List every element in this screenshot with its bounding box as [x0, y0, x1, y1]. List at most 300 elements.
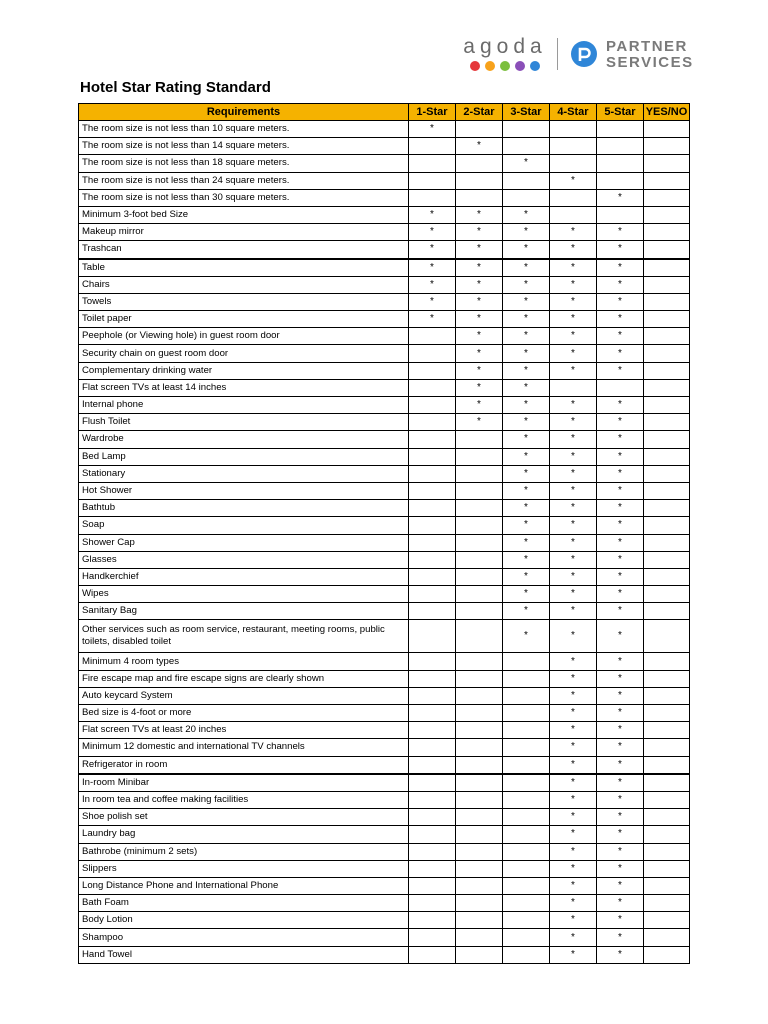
star-cell: *: [550, 276, 597, 293]
star-cell: *: [550, 414, 597, 431]
star-cell: [456, 929, 503, 946]
star-cell: [409, 774, 456, 792]
star-cell: *: [597, 482, 644, 499]
yes-no-cell[interactable]: [644, 189, 690, 206]
star-cell: *: [597, 517, 644, 534]
column-header: YES/NO: [644, 104, 690, 121]
star-cell: [456, 121, 503, 138]
star-cell: [409, 534, 456, 551]
star-cell: *: [550, 534, 597, 551]
yes-no-cell[interactable]: [644, 465, 690, 482]
requirement-cell: Glasses: [79, 551, 409, 568]
requirement-cell: Auto keycard System: [79, 687, 409, 704]
star-cell: [409, 414, 456, 431]
star-cell: *: [550, 895, 597, 912]
star-cell: *: [597, 653, 644, 670]
star-cell: *: [597, 534, 644, 551]
star-cell: [456, 517, 503, 534]
star-cell: *: [550, 293, 597, 310]
yes-no-cell[interactable]: [644, 500, 690, 517]
star-cell: *: [503, 328, 550, 345]
yes-no-cell[interactable]: [644, 138, 690, 155]
yes-no-cell[interactable]: [644, 877, 690, 894]
yes-no-cell[interactable]: [644, 912, 690, 929]
star-cell: *: [597, 843, 644, 860]
table-row: [79, 206, 690, 223]
yes-no-cell[interactable]: [644, 603, 690, 620]
star-cell: *: [597, 465, 644, 482]
yes-no-cell[interactable]: [644, 414, 690, 431]
table-row: [79, 620, 690, 653]
partner-text: PARTNER: [606, 38, 688, 55]
yes-no-cell[interactable]: [644, 534, 690, 551]
star-cell: *: [550, 705, 597, 722]
requirement-cell: The room size is not less than 14 square meters.: [79, 138, 409, 155]
yes-no-cell[interactable]: [644, 756, 690, 774]
star-cell: *: [550, 843, 597, 860]
star-cell: [456, 431, 503, 448]
column-header: 4-Star: [550, 104, 597, 121]
requirement-cell: Shower Cap: [79, 534, 409, 551]
star-cell: [409, 431, 456, 448]
star-cell: *: [597, 397, 644, 414]
yes-no-cell[interactable]: [644, 259, 690, 277]
star-cell: *: [550, 860, 597, 877]
star-cell: *: [550, 241, 597, 259]
yes-no-cell[interactable]: [644, 397, 690, 414]
star-cell: *: [550, 482, 597, 499]
requirement-cell: Trashcan: [79, 241, 409, 259]
star-cell: *: [550, 756, 597, 774]
yes-no-cell[interactable]: [644, 379, 690, 396]
requirement-cell: Bath Foam: [79, 895, 409, 912]
star-cell: [550, 379, 597, 396]
star-cell: [456, 551, 503, 568]
star-cell: [503, 739, 550, 756]
star-cell: [456, 620, 503, 653]
star-cell: [503, 722, 550, 739]
star-cell: [456, 826, 503, 843]
star-cell: [409, 687, 456, 704]
table-row: [79, 670, 690, 687]
star-cell: [456, 756, 503, 774]
star-cell: [409, 603, 456, 620]
star-cell: *: [503, 362, 550, 379]
star-cell: *: [597, 500, 644, 517]
star-cell: [456, 155, 503, 172]
requirement-cell: Minimum 12 domestic and international TV channels: [79, 739, 409, 756]
star-cell: [409, 826, 456, 843]
yes-no-cell[interactable]: [644, 345, 690, 362]
star-cell: *: [597, 620, 644, 653]
star-cell: [409, 670, 456, 687]
table-row: [79, 586, 690, 603]
yes-no-cell[interactable]: [644, 791, 690, 808]
yes-no-cell[interactable]: [644, 620, 690, 653]
star-cell: *: [597, 739, 644, 756]
star-cell: [409, 397, 456, 414]
star-cell: [503, 138, 550, 155]
star-cell: *: [550, 259, 597, 277]
star-cell: [550, 121, 597, 138]
star-cell: *: [503, 311, 550, 328]
yes-no-cell[interactable]: [644, 946, 690, 963]
star-cell: *: [550, 912, 597, 929]
table-row: [79, 809, 690, 826]
table-row: [79, 895, 690, 912]
requirement-cell: Bed Lamp: [79, 448, 409, 465]
star-cell: [409, 860, 456, 877]
star-cell: *: [597, 895, 644, 912]
requirement-cell: In-room Minibar: [79, 774, 409, 792]
star-cell: *: [503, 465, 550, 482]
table-row: [79, 653, 690, 670]
requirement-cell: Complementary drinking water: [79, 362, 409, 379]
star-cell: *: [550, 345, 597, 362]
star-cell: [409, 345, 456, 362]
star-cell: *: [550, 946, 597, 963]
star-cell: *: [550, 687, 597, 704]
star-cell: *: [456, 362, 503, 379]
star-cell: *: [456, 311, 503, 328]
table-row: [79, 774, 690, 792]
yes-no-cell[interactable]: [644, 687, 690, 704]
table-row: [79, 860, 690, 877]
yes-no-cell[interactable]: [644, 705, 690, 722]
star-cell: *: [550, 603, 597, 620]
yes-no-cell[interactable]: [644, 172, 690, 189]
star-cell: *: [409, 224, 456, 241]
services-text: SERVICES: [606, 54, 694, 71]
star-cell: *: [550, 653, 597, 670]
star-cell: *: [503, 259, 550, 277]
star-cell: *: [550, 929, 597, 946]
yes-no-cell[interactable]: [644, 929, 690, 946]
star-cell: [550, 138, 597, 155]
yes-no-cell[interactable]: [644, 121, 690, 138]
table-row: [79, 121, 690, 138]
requirement-cell: Chairs: [79, 276, 409, 293]
yes-no-cell[interactable]: [644, 293, 690, 310]
table-row: [79, 705, 690, 722]
yes-no-cell[interactable]: [644, 809, 690, 826]
star-cell: *: [550, 774, 597, 792]
star-cell: *: [550, 517, 597, 534]
star-cell: *: [409, 206, 456, 223]
star-cell: *: [503, 414, 550, 431]
requirement-cell: Flush Toilet: [79, 414, 409, 431]
star-cell: [597, 379, 644, 396]
star-cell: [409, 328, 456, 345]
star-cell: *: [597, 929, 644, 946]
star-cell: [597, 121, 644, 138]
star-cell: [409, 138, 456, 155]
star-cell: [409, 172, 456, 189]
star-cell: [597, 172, 644, 189]
star-cell: [409, 620, 456, 653]
star-cell: *: [550, 328, 597, 345]
agoda-dots: [460, 61, 550, 71]
star-cell: *: [597, 293, 644, 310]
star-cell: *: [550, 500, 597, 517]
star-cell: [409, 189, 456, 206]
yes-no-cell[interactable]: [644, 482, 690, 499]
yes-no-cell[interactable]: [644, 568, 690, 585]
table-row: [79, 687, 690, 704]
star-cell: [550, 206, 597, 223]
star-cell: [409, 500, 456, 517]
star-cell: [503, 809, 550, 826]
table-row: [79, 345, 690, 362]
table-row: [79, 756, 690, 774]
star-cell: *: [597, 241, 644, 259]
star-cell: [597, 155, 644, 172]
yes-no-cell[interactable]: [644, 224, 690, 241]
requirement-cell: In room tea and coffee making facilities: [79, 791, 409, 808]
yes-no-cell[interactable]: [644, 739, 690, 756]
star-cell: *: [550, 431, 597, 448]
star-cell: *: [550, 172, 597, 189]
star-cell: *: [456, 206, 503, 223]
star-cell: [503, 826, 550, 843]
star-cell: *: [456, 276, 503, 293]
table-header-row: [79, 104, 690, 121]
requirement-cell: Sanitary Bag: [79, 603, 409, 620]
yes-no-cell[interactable]: [644, 206, 690, 223]
star-cell: [503, 756, 550, 774]
yes-no-cell[interactable]: [644, 586, 690, 603]
yes-no-cell[interactable]: [644, 551, 690, 568]
requirement-cell: Soap: [79, 517, 409, 534]
requirement-cell: Wardrobe: [79, 431, 409, 448]
star-cell: *: [456, 397, 503, 414]
star-cell: *: [503, 241, 550, 259]
star-cell: [409, 809, 456, 826]
yes-no-cell[interactable]: [644, 653, 690, 670]
yes-no-cell[interactable]: [644, 722, 690, 739]
logo-dot: [530, 61, 540, 71]
yes-no-cell[interactable]: [644, 670, 690, 687]
star-cell: *: [597, 362, 644, 379]
requirement-cell: Hot Shower: [79, 482, 409, 499]
star-cell: [456, 500, 503, 517]
star-cell: *: [597, 448, 644, 465]
star-cell: [409, 465, 456, 482]
table-row: [79, 362, 690, 379]
star-cell: *: [503, 517, 550, 534]
star-cell: *: [597, 345, 644, 362]
star-cell: [409, 843, 456, 860]
star-cell: *: [456, 241, 503, 259]
star-cell: *: [597, 568, 644, 585]
star-cell: [503, 895, 550, 912]
star-cell: *: [456, 259, 503, 277]
star-cell: [503, 189, 550, 206]
star-cell: *: [597, 860, 644, 877]
table-row: [79, 791, 690, 808]
requirement-cell: Refrigerator in room: [79, 756, 409, 774]
star-cell: *: [456, 345, 503, 362]
star-cell: *: [503, 397, 550, 414]
logo-divider: [557, 38, 558, 70]
star-cell: [456, 172, 503, 189]
star-cell: *: [503, 603, 550, 620]
yes-no-cell[interactable]: [644, 895, 690, 912]
requirement-cell: The room size is not less than 10 square meters.: [79, 121, 409, 138]
star-cell: [456, 189, 503, 206]
star-cell: [409, 568, 456, 585]
star-cell: [550, 189, 597, 206]
yes-no-cell[interactable]: [644, 328, 690, 345]
star-cell: *: [503, 379, 550, 396]
requirement-cell: The room size is not less than 30 square meters.: [79, 189, 409, 206]
yes-no-cell[interactable]: [644, 843, 690, 860]
star-cell: [409, 705, 456, 722]
agoda-partner-logo: [460, 36, 692, 76]
star-cell: *: [597, 946, 644, 963]
star-cell: [409, 929, 456, 946]
requirement-cell: Laundry bag: [79, 826, 409, 843]
logo-dot: [470, 61, 480, 71]
requirement-cell: Peephole (or Viewing hole) in guest room door: [79, 328, 409, 345]
star-cell: *: [550, 568, 597, 585]
star-cell: *: [550, 739, 597, 756]
star-cell: *: [550, 362, 597, 379]
star-cell: [456, 722, 503, 739]
column-header: Requirements: [79, 104, 409, 121]
requirement-cell: Stationary: [79, 465, 409, 482]
star-cell: *: [550, 397, 597, 414]
star-cell: [503, 172, 550, 189]
star-cell: [456, 895, 503, 912]
requirement-cell: Other services such as room service, restaurant, meeting rooms, public toilets, disabled toilet: [79, 620, 409, 653]
requirement-cell: Body Lotion: [79, 912, 409, 929]
star-cell: [456, 774, 503, 792]
star-cell: [456, 843, 503, 860]
star-cell: [409, 551, 456, 568]
star-cell: *: [409, 121, 456, 138]
star-cell: [409, 653, 456, 670]
star-cell: [456, 448, 503, 465]
star-cell: *: [503, 155, 550, 172]
requirement-cell: Security chain on guest room door: [79, 345, 409, 362]
yes-no-cell[interactable]: [644, 826, 690, 843]
table-row: [79, 224, 690, 241]
star-cell: *: [550, 448, 597, 465]
star-cell: *: [503, 586, 550, 603]
requirement-cell: The room size is not less than 24 square meters.: [79, 172, 409, 189]
yes-no-cell[interactable]: [644, 431, 690, 448]
requirement-cell: Hand Towel: [79, 946, 409, 963]
table-row: [79, 465, 690, 482]
yes-no-cell[interactable]: [644, 448, 690, 465]
star-cell: *: [503, 345, 550, 362]
yes-no-cell[interactable]: [644, 155, 690, 172]
table-body: [79, 121, 690, 964]
yes-no-cell[interactable]: [644, 774, 690, 792]
requirement-cell: Long Distance Phone and International Phone: [79, 877, 409, 894]
star-cell: [456, 912, 503, 929]
table-row: [79, 517, 690, 534]
table-row: [79, 189, 690, 206]
logo-dot: [485, 61, 495, 71]
star-cell: *: [456, 379, 503, 396]
table-row: [79, 241, 690, 259]
star-cell: *: [597, 276, 644, 293]
yes-no-cell[interactable]: [644, 517, 690, 534]
yes-no-cell[interactable]: [644, 860, 690, 877]
table-row: [79, 739, 690, 756]
star-cell: [456, 739, 503, 756]
star-cell: *: [597, 311, 644, 328]
yes-no-cell[interactable]: [644, 241, 690, 259]
requirement-cell: Fire escape map and fire escape signs are clearly shown: [79, 670, 409, 687]
star-cell: *: [597, 551, 644, 568]
star-cell: [409, 756, 456, 774]
star-cell: [456, 705, 503, 722]
requirement-cell: Slippers: [79, 860, 409, 877]
star-cell: [503, 653, 550, 670]
star-cell: *: [550, 826, 597, 843]
star-cell: [409, 586, 456, 603]
page-title: Hotel Star Rating Standard: [80, 79, 271, 96]
star-cell: [456, 568, 503, 585]
star-cell: [456, 653, 503, 670]
table-row: [79, 826, 690, 843]
star-cell: *: [550, 311, 597, 328]
table-row: [79, 843, 690, 860]
star-cell: *: [409, 276, 456, 293]
star-cell: *: [409, 293, 456, 310]
star-rating-table: [78, 103, 690, 964]
yes-no-cell[interactable]: [644, 276, 690, 293]
column-header: 2-Star: [456, 104, 503, 121]
star-cell: [456, 791, 503, 808]
star-cell: *: [503, 500, 550, 517]
yes-no-cell[interactable]: [644, 362, 690, 379]
requirement-cell: Shampoo: [79, 929, 409, 946]
star-cell: [409, 722, 456, 739]
partner-services-emblem-icon: [570, 40, 598, 68]
table-row: [79, 877, 690, 894]
star-cell: [456, 586, 503, 603]
star-cell: [597, 138, 644, 155]
table-row: [79, 722, 690, 739]
star-cell: *: [503, 293, 550, 310]
star-cell: [456, 482, 503, 499]
table-row: [79, 311, 690, 328]
star-cell: [503, 705, 550, 722]
yes-no-cell[interactable]: [644, 311, 690, 328]
star-cell: [409, 877, 456, 894]
star-cell: [456, 670, 503, 687]
star-cell: *: [597, 259, 644, 277]
requirement-cell: Towels: [79, 293, 409, 310]
star-cell: *: [597, 826, 644, 843]
star-cell: [503, 687, 550, 704]
star-cell: *: [597, 809, 644, 826]
table-row: [79, 155, 690, 172]
star-cell: [456, 809, 503, 826]
star-cell: [597, 206, 644, 223]
star-cell: [503, 774, 550, 792]
star-cell: [409, 739, 456, 756]
table-row: [79, 276, 690, 293]
star-cell: *: [597, 414, 644, 431]
star-cell: [503, 791, 550, 808]
table-row: [79, 293, 690, 310]
star-cell: *: [503, 568, 550, 585]
